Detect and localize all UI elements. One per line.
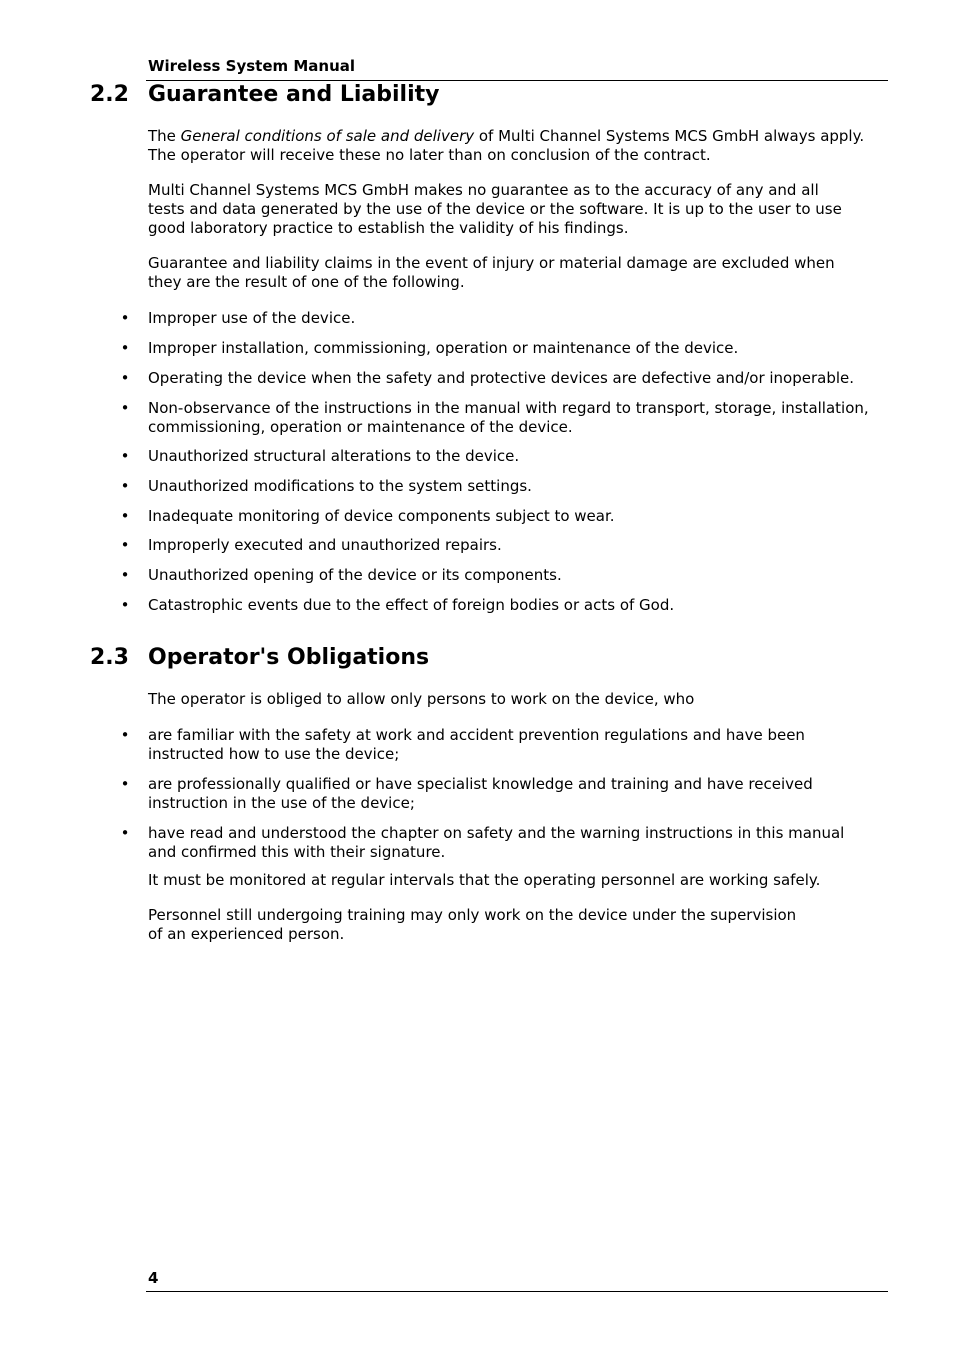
list-item [120,726,848,764]
paragraph-general-conditions [148,127,878,165]
bullet-icon: • [120,339,130,357]
list-item [120,536,878,555]
bullet-icon: • [120,566,130,584]
bullet-icon: • [120,399,130,417]
section-number: 2.2 [90,82,129,107]
bullet-icon: • [120,824,130,842]
bullet-icon: • [120,309,130,327]
paragraph-training-supervision: Personnel still undergoing training may only work on the device under the supervision of an experienced person. [148,906,797,943]
bullet-icon: • [120,507,130,525]
list-item [120,309,878,328]
list-item [120,507,878,526]
section-heading-2-3 [90,644,429,672]
list-item-text: Operating the device when the safety and protective devices are defective and/or inoperable. [148,369,855,387]
bullet-icon: • [120,536,130,554]
italic-title: General conditions of sale and delivery [180,127,475,145]
list-item [120,447,878,466]
list-item [120,477,878,496]
bullet-icon: • [120,775,130,793]
list-item-text: are professionally qualified or have specialist knowledge and training and have received instruction in the use of the device; [148,775,813,812]
list-item-text: Unauthorized modifications to the system settings. [148,477,532,495]
running-header: Wireless System Manual [148,57,356,75]
list-item-text: are familiar with the safety at work and accident prevention regulations and have been instructed how to use the device; [148,726,805,763]
list-item-text: have read and understood the chapter on safety and the warning instructions in this manual and confirmed this with their signature. [148,824,845,861]
list-item [120,566,878,585]
list-item-text: Non-observance of the instructions in the manual with regard to transport, storage, installation, commissioning, operation or maintenance of the device. [148,399,869,436]
paragraph-operator-intro: The operator is obliged to allow only persons to work on the device, who [148,690,695,708]
paragraph-text: of Multi Channel Systems MCS GmbH always apply. The operator will receive these no later than on conclusion of the contract. [148,127,865,164]
list-item-text: Improper installation, commissioning, operation or maintenance of the device. [148,339,739,357]
list-item-text: Unauthorized structural alterations to the device. [148,447,520,465]
bullet-icon: • [120,596,130,614]
list-item [120,369,878,388]
list-item [120,824,853,862]
paragraph-monitoring: It must be monitored at regular intervals that the operating personnel are working safely. [148,871,821,889]
section-title: Operator's Obligations [148,645,430,670]
paragraph-text: The [148,127,181,145]
list-item [120,775,848,813]
paragraph-no-guarantee: Multi Channel Systems MCS GmbH makes no guarantee as to the accuracy of any and all tests and data generated by the use of the device or the software. It is up to the user to use good laboratory practice to establish the validity of his findings. [148,181,842,237]
list-item-text: Catastrophic events due to the effect of foreign bodies or acts of God. [148,596,675,614]
bullet-icon: • [120,369,130,387]
list-item [120,596,878,615]
page-number: 4 [148,1269,159,1287]
list-item [120,339,878,358]
footer-rule [146,1291,888,1292]
bullet-icon: • [120,447,130,465]
list-item-text: Improperly executed and unauthorized repairs. [148,536,502,554]
list-item-text: Inadequate monitoring of device components subject to wear. [148,507,615,525]
section-heading-2-2 [90,81,440,109]
list-item [120,399,883,437]
list-item-text: Improper use of the device. [148,309,356,327]
bullet-icon: • [120,726,130,744]
section-title: Guarantee and Liability [148,82,440,107]
section-number: 2.3 [90,645,129,670]
paragraph-liability-claims: Guarantee and liability claims in the event of injury or material damage are excluded when they are the result of one of the following. [148,254,835,291]
list-item-text: Unauthorized opening of the device or its components. [148,566,562,584]
bullet-icon: • [120,477,130,495]
